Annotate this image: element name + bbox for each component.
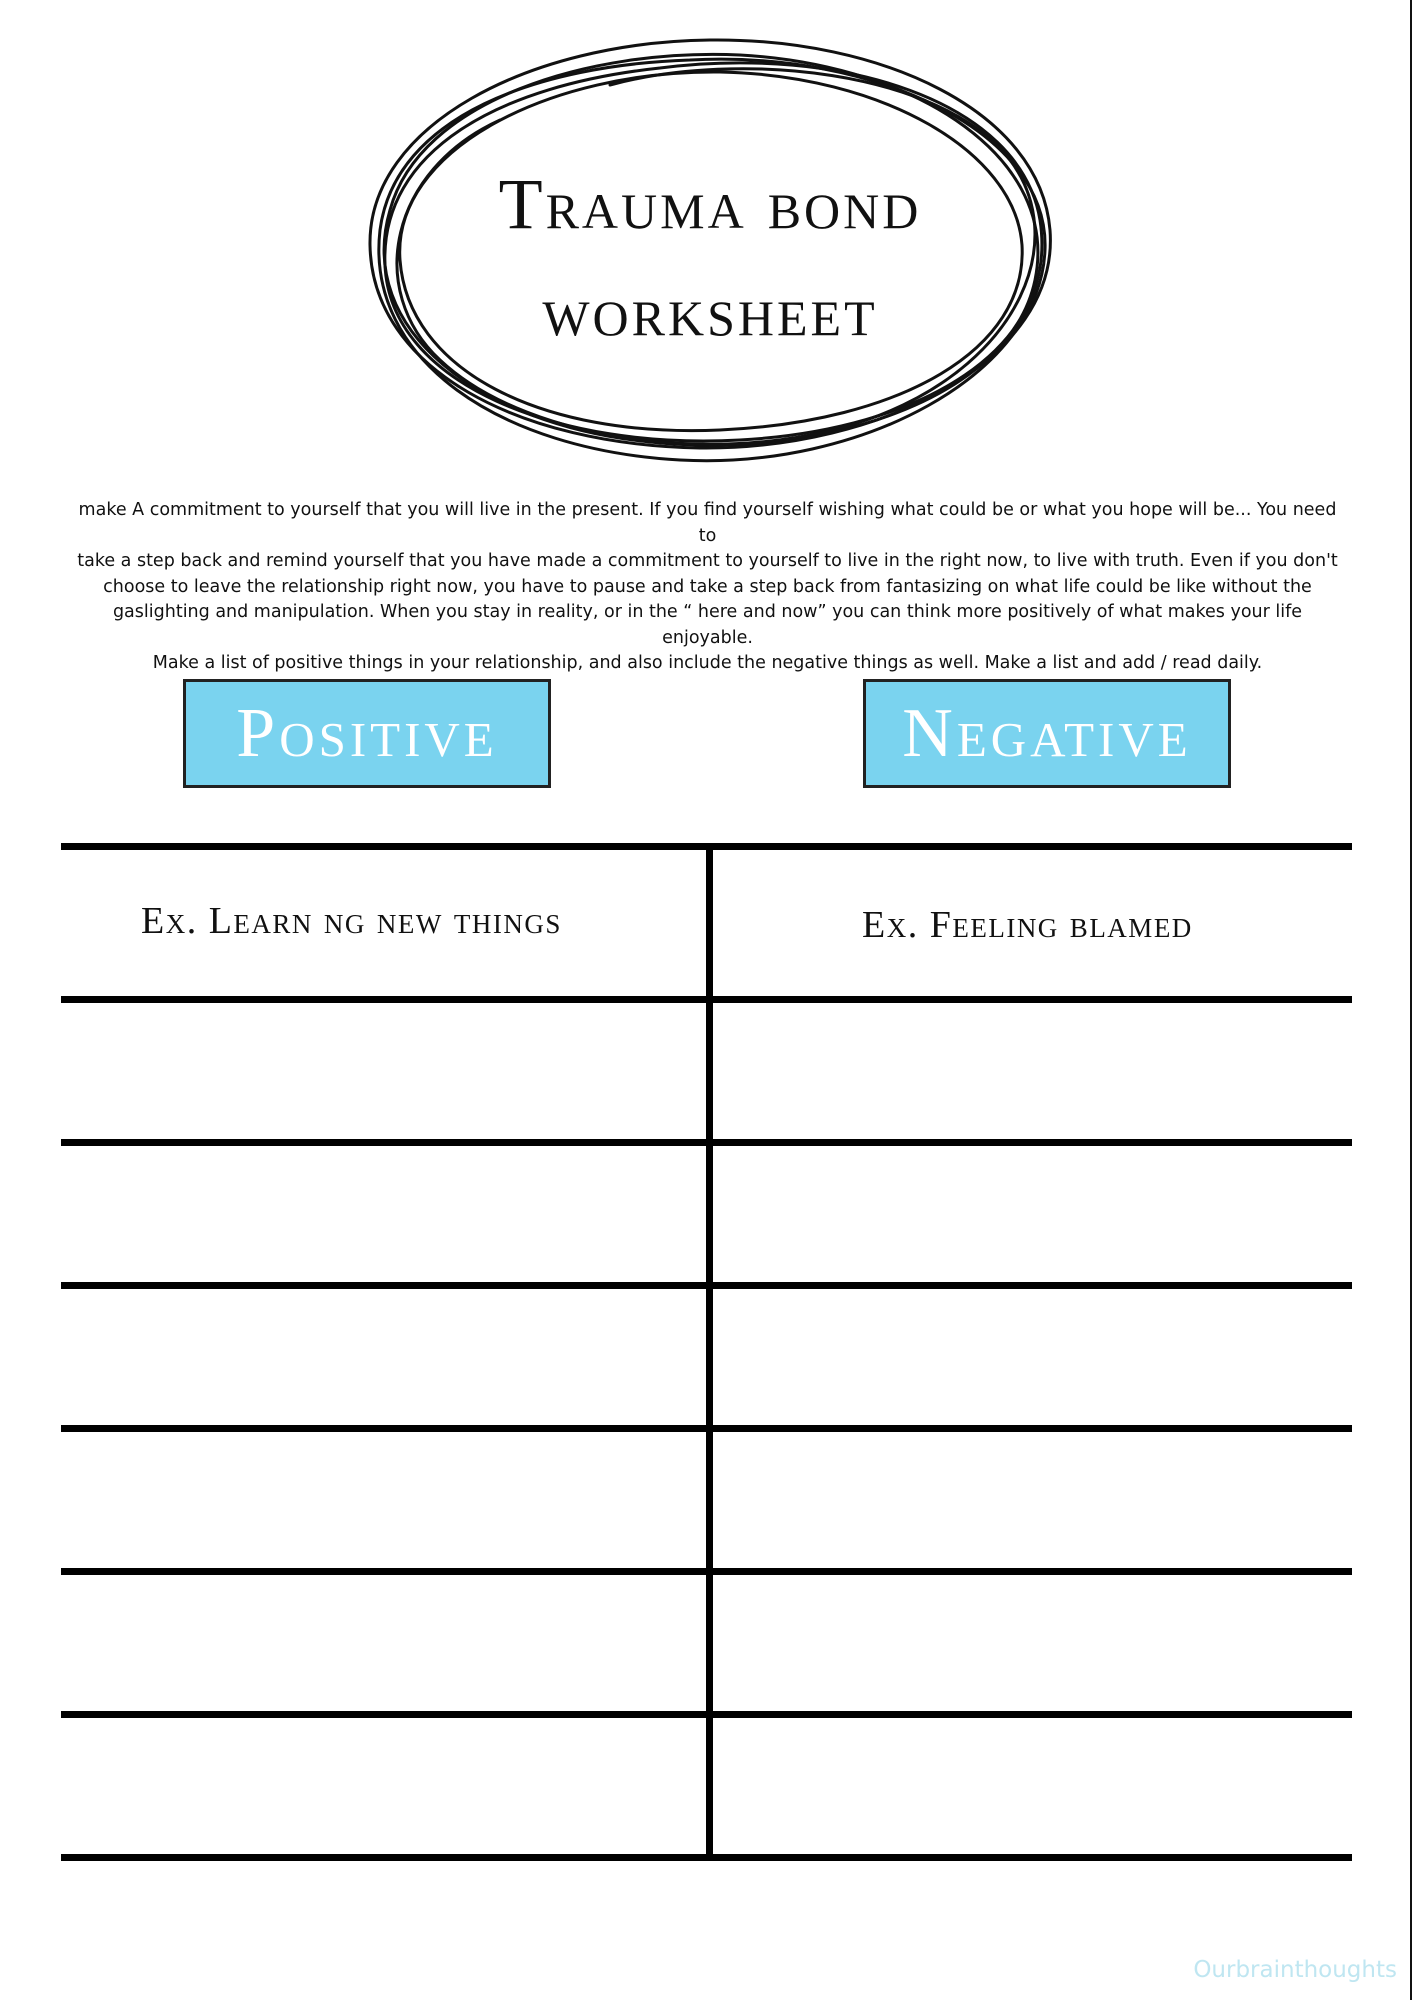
- watermark-text: Ourbrainthoughts: [1193, 1957, 1397, 1983]
- title-line-1: Trauma bond: [498, 164, 922, 244]
- positive-header: [183, 679, 551, 788]
- positive-header-label: Positive: [236, 694, 498, 772]
- positive-example-cell: Ex. Learn ng new things: [141, 900, 562, 942]
- table-column-divider: [706, 843, 713, 1861]
- title-block: [360, 30, 1060, 470]
- title-line-2: worksheet: [542, 271, 878, 351]
- negative-header-label: Negative: [902, 694, 1192, 772]
- page-edge-line: [1410, 0, 1412, 2000]
- intro-paragraph: make A commitment to yourself that you will live in the present. If you find yourself wishing what could be or what you hope will be... You need to take a step back and remind yourself that you have made a commitment to yourself to live in the right now, to live with truth. Even if you don't choose to leave the relationship right now, you have to pause and take a step back from fantasizing on what life could be like without the gaslighting and manipulation. When you stay in reality, or in the “ here and now” you can think more positively of what makes your life enjoyable. Make a list of positive things in your relationship, and also include the negative things as well. Make a list and add / read daily.: [77, 500, 1338, 673]
- scribble-circle-icon: [360, 30, 1060, 470]
- negative-example-cell: Ex. Feeling blamed: [862, 904, 1193, 946]
- negative-header: [863, 679, 1231, 788]
